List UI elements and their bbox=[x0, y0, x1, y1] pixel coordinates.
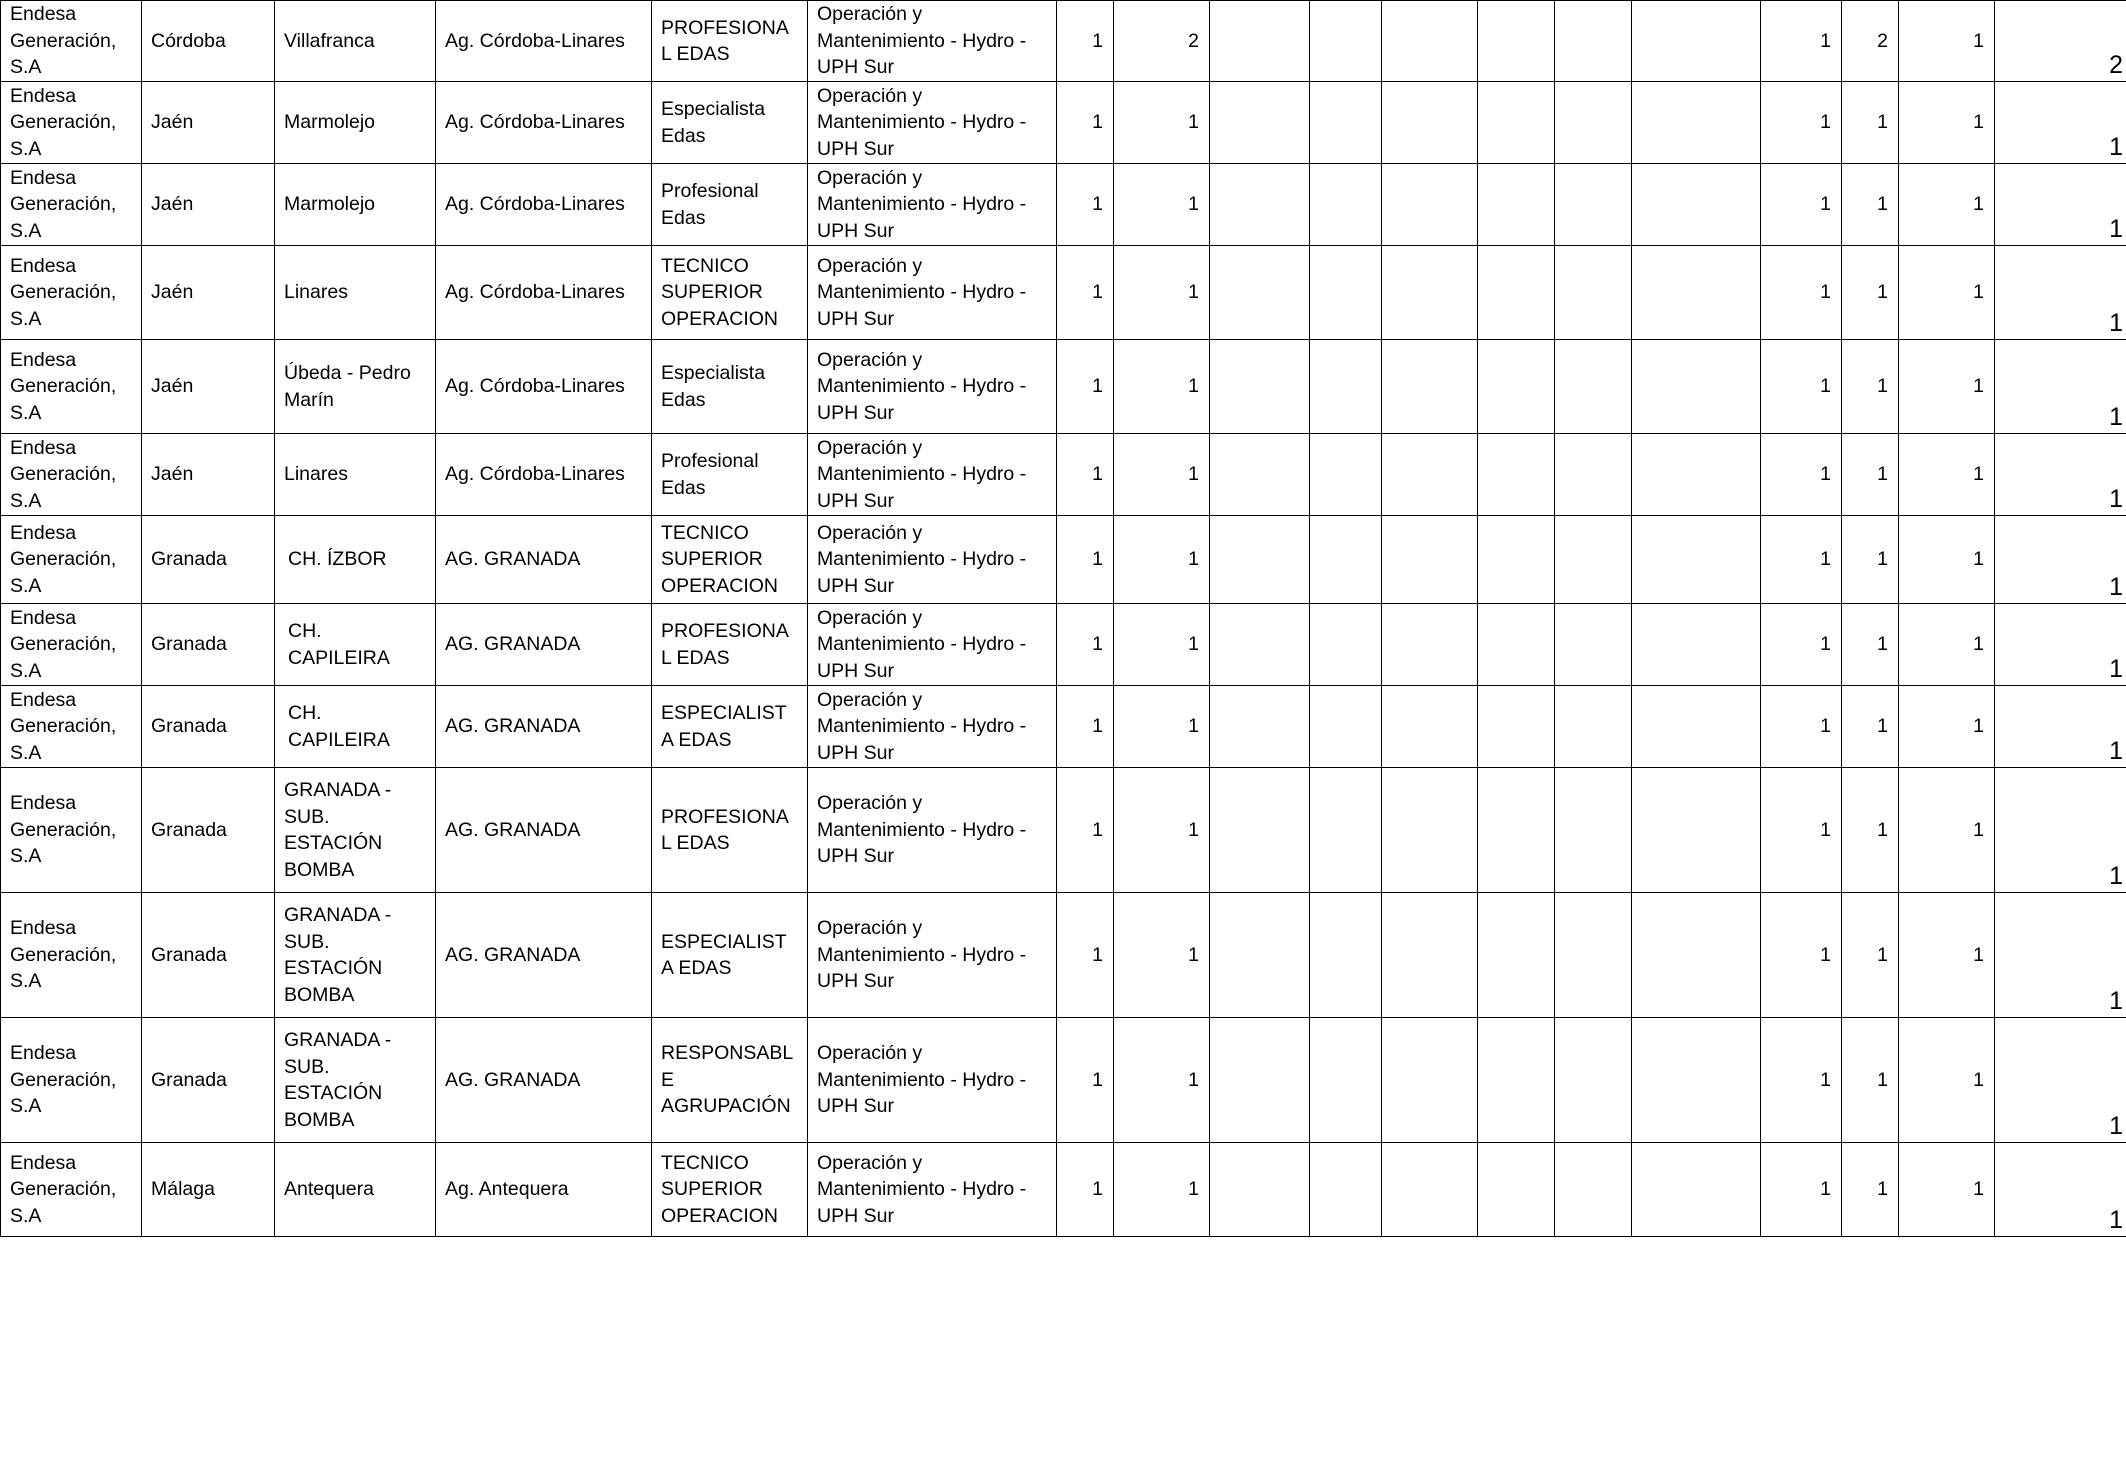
cell-empty bbox=[1478, 768, 1555, 893]
cell-empty bbox=[1632, 1018, 1761, 1143]
cell-empty bbox=[1632, 164, 1761, 246]
cell-empty bbox=[1382, 604, 1478, 686]
cell-provincia: Granada bbox=[142, 768, 275, 893]
cell-value-5: 1 bbox=[1899, 434, 1995, 516]
cell-empty bbox=[1210, 164, 1310, 246]
cell-value-2: 1 bbox=[1114, 516, 1210, 604]
cell-puesto: TECNICO SUPERIOR OPERACION bbox=[652, 516, 808, 604]
cell-empty bbox=[1382, 246, 1478, 340]
cell-empty bbox=[1555, 164, 1632, 246]
cell-empty bbox=[1478, 1, 1555, 82]
cell-value-1: 1 bbox=[1057, 516, 1114, 604]
cell-empty bbox=[1310, 604, 1382, 686]
cell-empresa: Endesa Generación, S.A bbox=[1, 516, 142, 604]
cell-area: Operación y Mantenimiento - Hydro - UPH Sur bbox=[808, 82, 1057, 164]
cell-puesto: PROFESIONAL EDAS bbox=[652, 768, 808, 893]
cell-empty bbox=[1310, 164, 1382, 246]
cell-area: Operación y Mantenimiento - Hydro - UPH Sur bbox=[808, 434, 1057, 516]
cell-area: Operación y Mantenimiento - Hydro - UPH Sur bbox=[808, 686, 1057, 768]
cell-area: Operación y Mantenimiento - Hydro - UPH Sur bbox=[808, 516, 1057, 604]
cell-empty bbox=[1210, 434, 1310, 516]
cell-value-4: 1 bbox=[1842, 82, 1899, 164]
cell-total: 1 bbox=[1995, 768, 2126, 893]
cell-empty bbox=[1478, 164, 1555, 246]
cell-empty bbox=[1382, 434, 1478, 516]
cell-value-1: 1 bbox=[1057, 1143, 1114, 1237]
cell-empty bbox=[1555, 516, 1632, 604]
cell-empty bbox=[1555, 1018, 1632, 1143]
cell-value-3: 1 bbox=[1761, 893, 1842, 1018]
cell-provincia: Granada bbox=[142, 604, 275, 686]
cell-value-1: 1 bbox=[1057, 893, 1114, 1018]
cell-empresa: Endesa Generación, S.A bbox=[1, 1, 142, 82]
cell-empty bbox=[1555, 893, 1632, 1018]
cell-empty bbox=[1478, 1143, 1555, 1237]
cell-value-1: 1 bbox=[1057, 340, 1114, 434]
cell-value-3: 1 bbox=[1761, 434, 1842, 516]
cell-value-5: 1 bbox=[1899, 768, 1995, 893]
cell-empty bbox=[1210, 1018, 1310, 1143]
cell-provincia: Jaén bbox=[142, 246, 275, 340]
cell-empty bbox=[1478, 246, 1555, 340]
cell-agrupacion: Ag. Antequera bbox=[436, 1143, 652, 1237]
cell-value-1: 1 bbox=[1057, 604, 1114, 686]
cell-empty bbox=[1478, 434, 1555, 516]
cell-total: 1 bbox=[1995, 1018, 2126, 1143]
cell-empty bbox=[1478, 686, 1555, 768]
cell-empty bbox=[1632, 686, 1761, 768]
cell-provincia: Granada bbox=[142, 516, 275, 604]
cell-value-2: 2 bbox=[1114, 1, 1210, 82]
cell-value-3: 1 bbox=[1761, 1018, 1842, 1143]
cell-empty bbox=[1632, 604, 1761, 686]
cell-puesto: RESPONSABLE AGRUPACIÓN bbox=[652, 1018, 808, 1143]
cell-value-5: 1 bbox=[1899, 1, 1995, 82]
table-body bbox=[1, 1, 2126, 1237]
cell-value-4: 1 bbox=[1842, 164, 1899, 246]
cell-empty bbox=[1632, 434, 1761, 516]
cell-value-2: 1 bbox=[1114, 246, 1210, 340]
cell-empresa: Endesa Generación, S.A bbox=[1, 893, 142, 1018]
cell-provincia: Granada bbox=[142, 1018, 275, 1143]
cell-provincia: Jaén bbox=[142, 434, 275, 516]
cell-value-2: 1 bbox=[1114, 164, 1210, 246]
cell-puesto: PROFESIONAL EDAS bbox=[652, 604, 808, 686]
cell-value-4: 1 bbox=[1842, 516, 1899, 604]
cell-value-5: 1 bbox=[1899, 686, 1995, 768]
cell-empty bbox=[1555, 604, 1632, 686]
cell-empty bbox=[1632, 246, 1761, 340]
cell-empty bbox=[1382, 1018, 1478, 1143]
cell-value-3: 1 bbox=[1761, 164, 1842, 246]
cell-empresa: Endesa Generación, S.A bbox=[1, 604, 142, 686]
cell-agrupacion: AG. GRANADA bbox=[436, 686, 652, 768]
cell-value-3: 1 bbox=[1761, 516, 1842, 604]
cell-total: 2 bbox=[1995, 1, 2126, 82]
cell-provincia: Jaén bbox=[142, 164, 275, 246]
cell-agrupacion: Ag. Córdoba-Linares bbox=[436, 82, 652, 164]
cell-empty bbox=[1382, 164, 1478, 246]
cell-value-2: 1 bbox=[1114, 82, 1210, 164]
cell-empty bbox=[1478, 893, 1555, 1018]
cell-total: 1 bbox=[1995, 686, 2126, 768]
cell-empresa: Endesa Generación, S.A bbox=[1, 82, 142, 164]
cell-area: Operación y Mantenimiento - Hydro - UPH Sur bbox=[808, 340, 1057, 434]
cell-empty bbox=[1210, 1, 1310, 82]
cell-value-2: 1 bbox=[1114, 893, 1210, 1018]
cell-value-5: 1 bbox=[1899, 82, 1995, 164]
cell-total: 1 bbox=[1995, 246, 2126, 340]
cell-empty bbox=[1555, 1, 1632, 82]
cell-puesto: TECNICO SUPERIOR OPERACION bbox=[652, 1143, 808, 1237]
cell-empty bbox=[1310, 686, 1382, 768]
cell-total: 1 bbox=[1995, 1143, 2126, 1237]
cell-value-2: 1 bbox=[1114, 340, 1210, 434]
table-row bbox=[1, 516, 2126, 604]
cell-centro: Linares bbox=[275, 246, 436, 340]
cell-area: Operación y Mantenimiento - Hydro - UPH Sur bbox=[808, 164, 1057, 246]
cell-empty bbox=[1478, 340, 1555, 434]
table-row bbox=[1, 686, 2126, 768]
cell-area: Operación y Mantenimiento - Hydro - UPH Sur bbox=[808, 1143, 1057, 1237]
cell-empty bbox=[1382, 340, 1478, 434]
cell-empty bbox=[1632, 82, 1761, 164]
cell-empty bbox=[1382, 1143, 1478, 1237]
cell-value-2: 1 bbox=[1114, 1143, 1210, 1237]
cell-empty bbox=[1632, 340, 1761, 434]
cell-total: 1 bbox=[1995, 516, 2126, 604]
table-row bbox=[1, 893, 2126, 1018]
cell-area: Operación y Mantenimiento - Hydro - UPH Sur bbox=[808, 1, 1057, 82]
cell-value-1: 1 bbox=[1057, 768, 1114, 893]
cell-value-5: 1 bbox=[1899, 1018, 1995, 1143]
cell-empty bbox=[1210, 686, 1310, 768]
cell-empty bbox=[1632, 516, 1761, 604]
cell-total: 1 bbox=[1995, 340, 2126, 434]
cell-empty bbox=[1310, 516, 1382, 604]
cell-value-4: 1 bbox=[1842, 686, 1899, 768]
table-row bbox=[1, 1018, 2126, 1143]
cell-empty bbox=[1382, 82, 1478, 164]
cell-value-1: 1 bbox=[1057, 1018, 1114, 1143]
cell-value-4: 2 bbox=[1842, 1, 1899, 82]
cell-area: Operación y Mantenimiento - Hydro - UPH Sur bbox=[808, 1018, 1057, 1143]
cell-value-5: 1 bbox=[1899, 893, 1995, 1018]
cell-value-1: 1 bbox=[1057, 246, 1114, 340]
cell-agrupacion: AG. GRANADA bbox=[436, 768, 652, 893]
cell-provincia: Málaga bbox=[142, 1143, 275, 1237]
cell-value-1: 1 bbox=[1057, 82, 1114, 164]
cell-total: 1 bbox=[1995, 82, 2126, 164]
cell-centro: CH. CAPILEIRA bbox=[275, 604, 436, 686]
cell-puesto: Profesional Edas bbox=[652, 164, 808, 246]
cell-value-2: 1 bbox=[1114, 604, 1210, 686]
cell-agrupacion: Ag. Córdoba-Linares bbox=[436, 434, 652, 516]
table-row bbox=[1, 82, 2126, 164]
cell-agrupacion: Ag. Córdoba-Linares bbox=[436, 164, 652, 246]
cell-centro: Marmolejo bbox=[275, 82, 436, 164]
cell-value-2: 1 bbox=[1114, 686, 1210, 768]
cell-empty bbox=[1478, 604, 1555, 686]
cell-value-1: 1 bbox=[1057, 164, 1114, 246]
cell-puesto: TECNICO SUPERIOR OPERACION bbox=[652, 246, 808, 340]
cell-area: Operación y Mantenimiento - Hydro - UPH Sur bbox=[808, 604, 1057, 686]
cell-empty bbox=[1555, 434, 1632, 516]
cell-provincia: Córdoba bbox=[142, 1, 275, 82]
cell-value-4: 1 bbox=[1842, 340, 1899, 434]
cell-centro: Marmolejo bbox=[275, 164, 436, 246]
cell-value-3: 1 bbox=[1761, 686, 1842, 768]
cell-value-2: 1 bbox=[1114, 1018, 1210, 1143]
cell-centro: Villafranca bbox=[275, 1, 436, 82]
cell-value-3: 1 bbox=[1761, 1, 1842, 82]
cell-value-1: 1 bbox=[1057, 686, 1114, 768]
cell-empty bbox=[1210, 604, 1310, 686]
cell-empty bbox=[1310, 1, 1382, 82]
cell-value-1: 1 bbox=[1057, 434, 1114, 516]
cell-empty bbox=[1555, 686, 1632, 768]
cell-total: 1 bbox=[1995, 604, 2126, 686]
cell-value-5: 1 bbox=[1899, 604, 1995, 686]
cell-empresa: Endesa Generación, S.A bbox=[1, 340, 142, 434]
cell-empty bbox=[1210, 82, 1310, 164]
cell-empty bbox=[1632, 893, 1761, 1018]
cell-empty bbox=[1210, 893, 1310, 1018]
cell-centro: CH. ÍZBOR bbox=[275, 516, 436, 604]
cell-value-3: 1 bbox=[1761, 246, 1842, 340]
cell-empty bbox=[1310, 893, 1382, 1018]
cell-empty bbox=[1555, 768, 1632, 893]
cell-value-5: 1 bbox=[1899, 164, 1995, 246]
cell-value-4: 1 bbox=[1842, 434, 1899, 516]
cell-centro: Úbeda - Pedro Marín bbox=[275, 340, 436, 434]
cell-agrupacion: AG. GRANADA bbox=[436, 604, 652, 686]
cell-empty bbox=[1555, 340, 1632, 434]
cell-empty bbox=[1382, 686, 1478, 768]
cell-total: 1 bbox=[1995, 434, 2126, 516]
cell-empty bbox=[1555, 1143, 1632, 1237]
cell-empty bbox=[1310, 340, 1382, 434]
cell-value-4: 1 bbox=[1842, 1018, 1899, 1143]
cell-value-4: 1 bbox=[1842, 893, 1899, 1018]
cell-puesto: Especialista Edas bbox=[652, 82, 808, 164]
cell-value-5: 1 bbox=[1899, 340, 1995, 434]
cell-centro: Antequera bbox=[275, 1143, 436, 1237]
cell-empresa: Endesa Generación, S.A bbox=[1, 1143, 142, 1237]
cell-empty bbox=[1382, 516, 1478, 604]
cell-value-3: 1 bbox=[1761, 340, 1842, 434]
cell-agrupacion: Ag. Córdoba-Linares bbox=[436, 246, 652, 340]
cell-empty bbox=[1210, 340, 1310, 434]
cell-value-5: 1 bbox=[1899, 516, 1995, 604]
cell-value-2: 1 bbox=[1114, 434, 1210, 516]
cell-area: Operación y Mantenimiento - Hydro - UPH Sur bbox=[808, 246, 1057, 340]
cell-value-4: 1 bbox=[1842, 1143, 1899, 1237]
cell-empresa: Endesa Generación, S.A bbox=[1, 246, 142, 340]
cell-empty bbox=[1478, 516, 1555, 604]
cell-empty bbox=[1310, 82, 1382, 164]
table-row bbox=[1, 434, 2126, 516]
cell-empresa: Endesa Generación, S.A bbox=[1, 686, 142, 768]
cell-area: Operación y Mantenimiento - Hydro - UPH Sur bbox=[808, 768, 1057, 893]
cell-agrupacion: Ag. Córdoba-Linares bbox=[436, 340, 652, 434]
cell-empty bbox=[1555, 246, 1632, 340]
table-row bbox=[1, 1, 2126, 82]
cell-value-5: 1 bbox=[1899, 1143, 1995, 1237]
cell-empresa: Endesa Generación, S.A bbox=[1, 768, 142, 893]
cell-empty bbox=[1210, 246, 1310, 340]
cell-agrupacion: Ag. Córdoba-Linares bbox=[436, 1, 652, 82]
table-row bbox=[1, 246, 2126, 340]
cell-empty bbox=[1632, 1, 1761, 82]
cell-puesto: PROFESIONAL EDAS bbox=[652, 1, 808, 82]
cell-empty bbox=[1310, 246, 1382, 340]
cell-empty bbox=[1478, 82, 1555, 164]
table-row bbox=[1, 768, 2126, 893]
cell-empresa: Endesa Generación, S.A bbox=[1, 434, 142, 516]
cell-puesto: Especialista Edas bbox=[652, 340, 808, 434]
cell-area: Operación y Mantenimiento - Hydro - UPH Sur bbox=[808, 893, 1057, 1018]
cell-centro: Linares bbox=[275, 434, 436, 516]
table-row bbox=[1, 1143, 2126, 1237]
cell-empty bbox=[1210, 1143, 1310, 1237]
cell-provincia: Granada bbox=[142, 686, 275, 768]
cell-value-3: 1 bbox=[1761, 82, 1842, 164]
cell-empty bbox=[1310, 1143, 1382, 1237]
cell-empty bbox=[1310, 1018, 1382, 1143]
cell-empresa: Endesa Generación, S.A bbox=[1, 164, 142, 246]
cell-provincia: Granada bbox=[142, 893, 275, 1018]
cell-value-2: 1 bbox=[1114, 768, 1210, 893]
cell-total: 1 bbox=[1995, 893, 2126, 1018]
cell-value-1: 1 bbox=[1057, 1, 1114, 82]
cell-empty bbox=[1382, 768, 1478, 893]
cell-empty bbox=[1210, 768, 1310, 893]
cell-empty bbox=[1478, 1018, 1555, 1143]
cell-value-5: 1 bbox=[1899, 246, 1995, 340]
table-row bbox=[1, 164, 2126, 246]
cell-total: 1 bbox=[1995, 164, 2126, 246]
table-row bbox=[1, 340, 2126, 434]
cell-provincia: Jaén bbox=[142, 340, 275, 434]
cell-centro: GRANADA - SUB. ESTACIÓN BOMBA bbox=[275, 768, 436, 893]
table-row bbox=[1, 604, 2126, 686]
cell-puesto: Profesional Edas bbox=[652, 434, 808, 516]
cell-agrupacion: AG. GRANADA bbox=[436, 1018, 652, 1143]
cell-empty bbox=[1632, 768, 1761, 893]
cell-value-3: 1 bbox=[1761, 768, 1842, 893]
cell-value-4: 1 bbox=[1842, 246, 1899, 340]
cell-empresa: Endesa Generación, S.A bbox=[1, 1018, 142, 1143]
cell-puesto: ESPECIALISTA EDAS bbox=[652, 893, 808, 1018]
cell-agrupacion: AG. GRANADA bbox=[436, 893, 652, 1018]
cell-value-3: 1 bbox=[1761, 1143, 1842, 1237]
cell-centro: CH. CAPILEIRA bbox=[275, 686, 436, 768]
cell-agrupacion: AG. GRANADA bbox=[436, 516, 652, 604]
cell-centro: GRANADA - SUB. ESTACIÓN BOMBA bbox=[275, 893, 436, 1018]
cell-centro: GRANADA - SUB. ESTACIÓN BOMBA bbox=[275, 1018, 436, 1143]
cell-puesto: ESPECIALISTA EDAS bbox=[652, 686, 808, 768]
cell-empty bbox=[1632, 1143, 1761, 1237]
cell-empty bbox=[1555, 82, 1632, 164]
cell-value-4: 1 bbox=[1842, 604, 1899, 686]
cell-empty bbox=[1382, 893, 1478, 1018]
cell-empty bbox=[1382, 1, 1478, 82]
cell-empty bbox=[1310, 434, 1382, 516]
cell-provincia: Jaén bbox=[142, 82, 275, 164]
cell-empty bbox=[1310, 768, 1382, 893]
cell-value-4: 1 bbox=[1842, 768, 1899, 893]
cell-value-3: 1 bbox=[1761, 604, 1842, 686]
cell-empty bbox=[1210, 516, 1310, 604]
